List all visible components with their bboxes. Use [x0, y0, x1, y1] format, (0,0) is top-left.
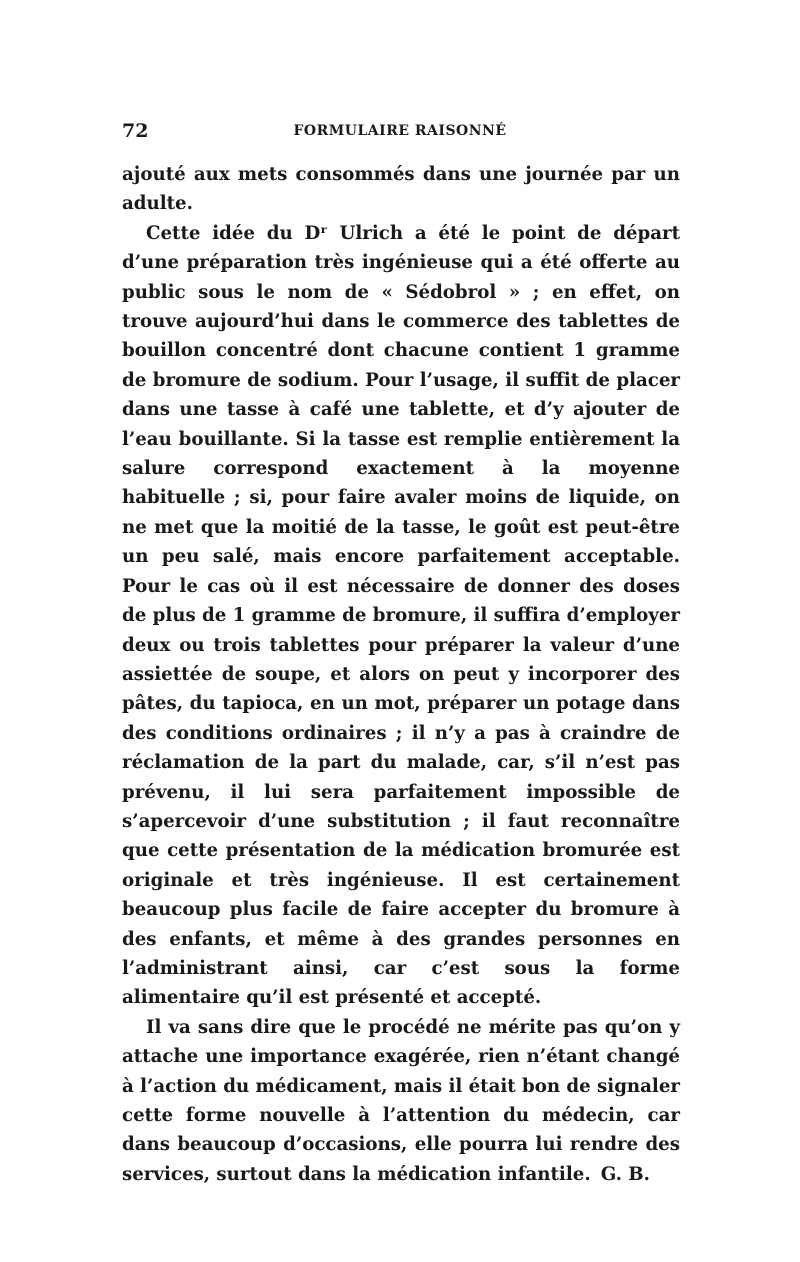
author-signature: G. B. [600, 1163, 650, 1185]
running-title: FORMULAIRE RAISONNÉ [293, 123, 507, 139]
page-number: 72 [122, 120, 149, 142]
body-text [122, 160, 680, 1189]
paragraph-continuation: ajouté aux mets consommés dans une journée par un adulte. [122, 164, 680, 215]
paragraph-conclusion-text: Il va sans dire que le procédé ne mérite pas qu’on y attache une importance exagérée, rien n’étant changé à l’action du médicament, mais il était bon de signaler cette forme nouvelle à l’attention du médecin, car dans beaucoup d’occasions, elle pourra lui rendre des services, surtout dans la médication infantile. [122, 1016, 680, 1185]
page-header [122, 120, 678, 142]
paragraph-sedobrol: Cette idée du Dʳ Ulrich a été le point de départ d’une préparation très ingénieuse qui a été offerte au public sous le nom de « Sédobrol » ; en effet, on trouve aujourd’hui dans le commerce des tablettes de bouillon concentré dont chacune contient 1 gramme de bromure de sodium. Pour l’usage, il suffit de placer dans une tasse à café une tablette, et d’y ajouter de l’eau bouillante. Si la tasse est remplie entièrement la salure correspond exactement à la moyenne habituelle ; si, pour faire avaler moins de liquide, on ne met que la moitié de la tasse, le goût est peut-être un peu salé, mais encore parfaitement acceptable. Pour le cas où il est nécessaire de donner des doses de plus de 1 gramme de bromure, il suffira d’employer deux ou trois tablettes pour préparer la valeur d’une assiettée de soupe, et alors on peut y incorporer des pâtes, du tapioca, en un mot, préparer un potage dans des conditions ordinaires ; il n’y a pas à craindre de réclamation de la part du malade, car, s’il n’est pas prévenu, il lui sera parfaitement impossible de s’apercevoir d’une substitution ; il faut reconnaître que cette présentation de la médication bromurée est originale et très ingénieuse. Il est certainement beaucoup plus facile de faire accepter du bromure à des enfants, et même à des grandes personnes en l’administrant ainsi, car c’est sous la forme alimentaire qu’il est présenté et accepté. [122, 222, 680, 1009]
paragraph-conclusion [122, 1013, 680, 1189]
